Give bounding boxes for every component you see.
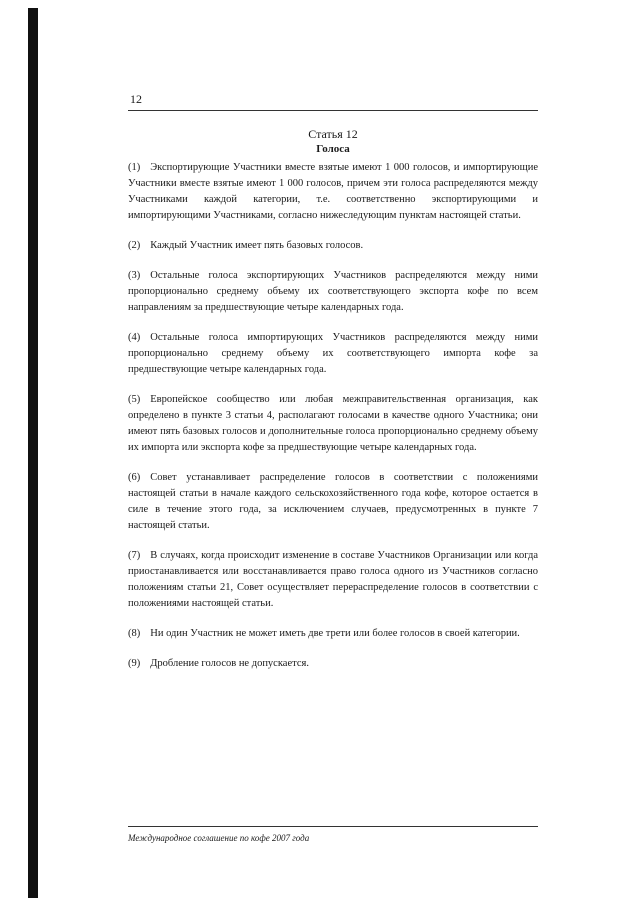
paragraph: [128, 238, 538, 254]
paragraph-number: (7): [128, 550, 141, 561]
article-subtitle: Голоса: [316, 143, 350, 155]
paragraph-number: (1): [128, 162, 141, 173]
paragraph-text: Европейское сообщество или любая межправительственная организация, как определено в пункте 3 статьи 4, располагают голосами в качестве одного Участника; они имеют пять базовых голосов и дополнительные голоса пропорционально среднему объему их импорта или экспорта кофе за предшествующие четыре календарных года.: [128, 394, 538, 453]
paragraph-text: Остальные голоса экспортирующих Участников распределяются между ними пропорционально среднему объему их соответствующего экспорта кофе по всем направлениям за предшествующие четыре календарных года.: [128, 270, 538, 313]
paragraph-text: Дробление голосов не допускается.: [150, 658, 309, 669]
footer-rule: [128, 826, 538, 827]
paragraph-number: (9): [128, 658, 141, 669]
paragraph-text: Остальные голоса импортирующих Участников распределяются между ними пропорционально среднему объему их соответствующего импорта кофе за предшествующие четыре календарных года.: [128, 332, 538, 375]
paragraph-text: Каждый Участник имеет пять базовых голосов.: [150, 240, 364, 251]
paragraph: [128, 268, 538, 316]
paragraph: [128, 392, 538, 456]
paragraph-number: (4): [128, 332, 141, 343]
paragraph: [128, 548, 538, 612]
article-heading: [128, 127, 538, 157]
paragraph-text: В случаях, когда происходит изменение в составе Участников Организации или когда приостанавливается или восстанавливается право голоса одного из Участников согласно положениям статьи 21, Совет осуществляет перераспределение голосов в соответствии с положениями настоящей статьи.: [128, 550, 538, 609]
paragraph-number: (6): [128, 472, 141, 483]
paragraph: [128, 626, 538, 642]
article-body: [128, 160, 538, 686]
paragraph: [128, 160, 538, 224]
paragraph-text: Ни один Участник не может иметь две трети или более голосов в своей категории.: [150, 628, 520, 639]
paragraph-number: (3): [128, 270, 141, 281]
paragraph: [128, 470, 538, 534]
header-rule: [128, 110, 538, 111]
paragraph-text: Экспортирующие Участники вместе взятые имеют 1 000 голосов, и импортирующие Участники вместе взятые имеют 1 000 голосов, причем эти голоса распределяются между Участниками каждой категории, т.е. соответственно экспортирующими и импортирующими Участниками, согласно нижеследующим пунктам настоящей статьи.: [128, 162, 538, 221]
scan-binding-edge: [28, 8, 38, 898]
paragraph-number: (8): [128, 628, 141, 639]
paragraph-text: Совет устанавливает распределение голосов в соответствии с положениями настоящей статьи в начале каждого сельскохозяйственного года кофе, которое остается в силе в течение этого года, за исключением случаев, предусмотренных в пункте 7 настоящей статьи.: [128, 472, 538, 531]
page-footer: Международное соглашение по кофе 2007 года: [128, 833, 310, 843]
article-title: Статья 12: [308, 127, 358, 141]
paragraph: [128, 656, 538, 672]
paragraph-number: (5): [128, 394, 141, 405]
paragraph: [128, 330, 538, 378]
page-number: 12: [130, 92, 142, 106]
paragraph-number: (2): [128, 240, 141, 251]
